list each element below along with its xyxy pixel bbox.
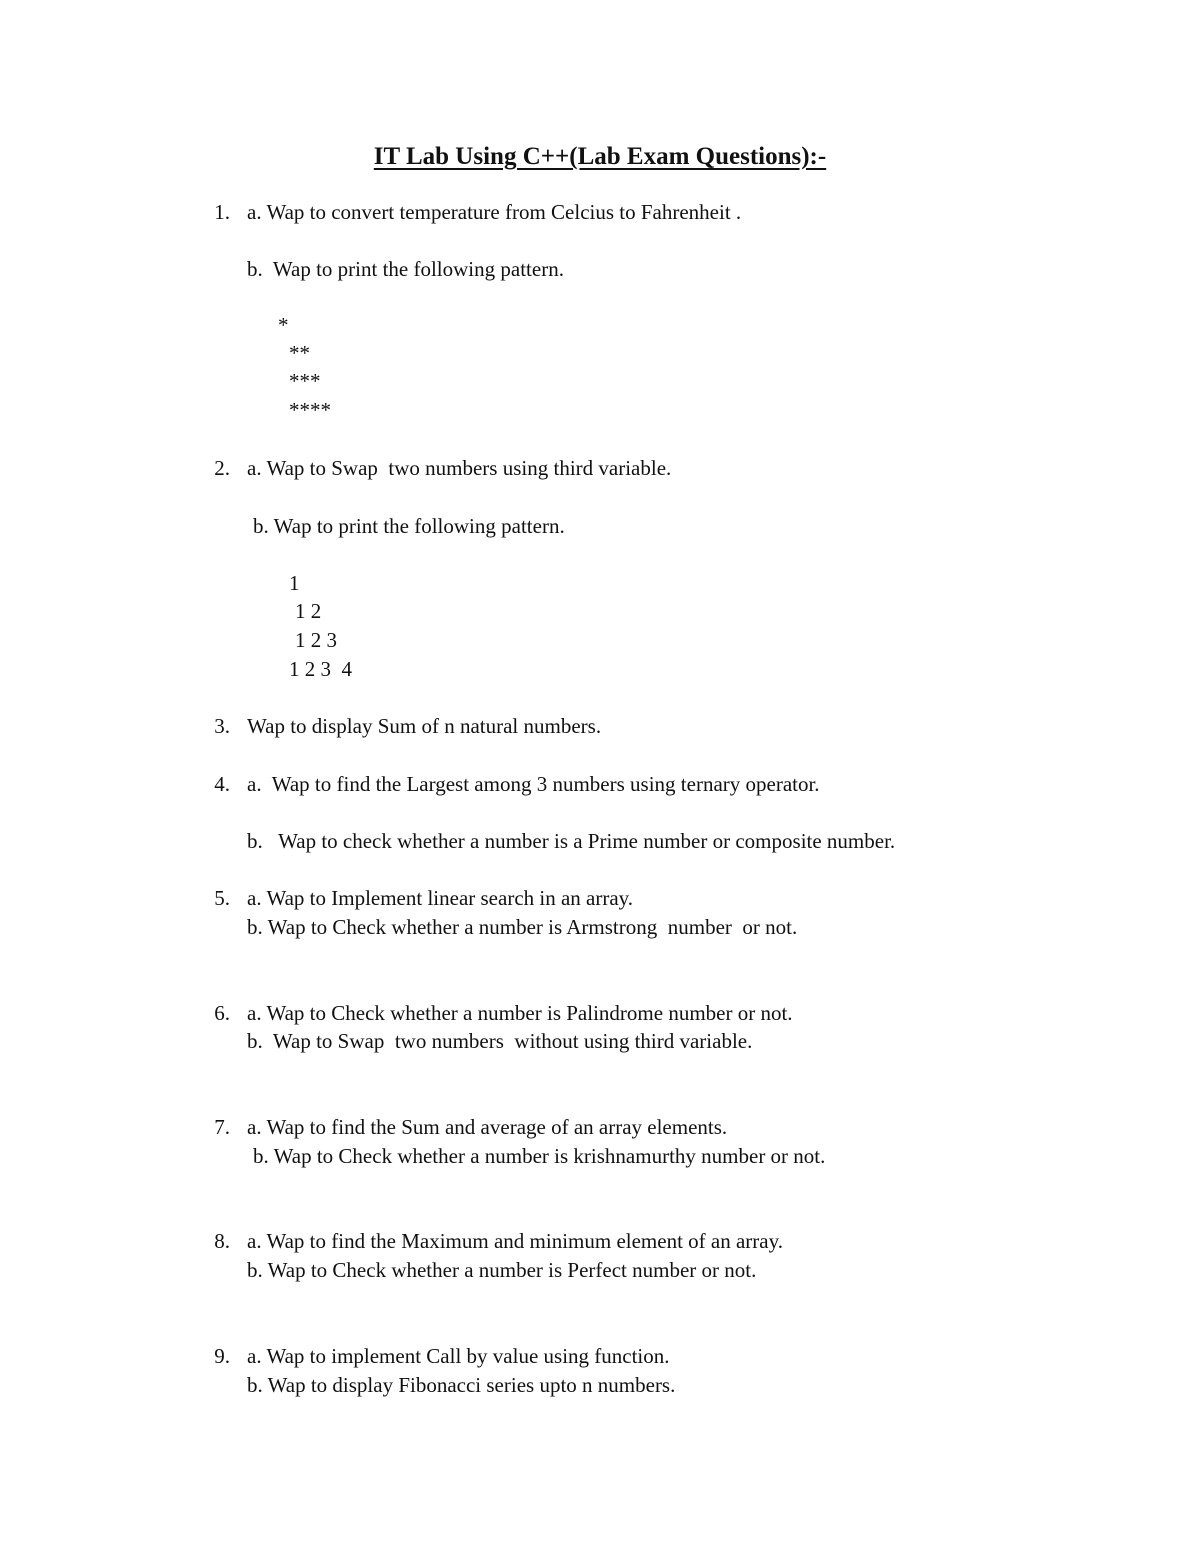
page-title: IT Lab Using C++(Lab Exam Questions):- — [373, 143, 827, 170]
question-1b: b. Wap to print the following pattern. — [247, 257, 564, 281]
pattern-line: 1 2 — [295, 599, 322, 623]
question-9b: b. Wap to display Fibonacci series upto n numbers. — [247, 1373, 676, 1397]
question-8a: a. Wap to find the Maximum and minimum element of an array. — [247, 1229, 784, 1253]
question-number: 6. — [214, 1001, 230, 1025]
question-5b: b. Wap to Check whether a number is Armstrong number or not. — [247, 915, 798, 939]
question-number: 7. — [214, 1115, 230, 1139]
pattern-line: 1 — [289, 571, 300, 595]
question-number: 5. — [214, 886, 230, 910]
question-4a: a. Wap to find the Largest among 3 numbers using ternary operator. — [247, 772, 820, 796]
question-2b: b. Wap to print the following pattern. — [253, 514, 565, 538]
question-5a: a. Wap to Implement linear search in an array. — [247, 886, 634, 910]
question-6b: b. Wap to Swap two numbers without using third variable. — [247, 1029, 753, 1053]
question-3: Wap to display Sum of n natural numbers. — [247, 714, 602, 738]
question-number: 4. — [214, 772, 230, 796]
question-2a: a. Wap to Swap two numbers using third variable. — [247, 456, 672, 480]
question-number: 3. — [214, 714, 230, 738]
question-number: 9. — [214, 1344, 230, 1368]
question-7a: a. Wap to find the Sum and average of an array elements. — [247, 1115, 728, 1139]
question-number: 8. — [214, 1229, 230, 1253]
question-6a: a. Wap to Check whether a number is Palindrome number or not. — [247, 1001, 793, 1025]
question-number: 1. — [214, 200, 230, 224]
pattern-line: *** — [289, 369, 321, 393]
question-4b: b. Wap to check whether a number is a Prime number or composite number. — [247, 829, 896, 853]
pattern-line: ** — [289, 341, 310, 365]
question-1a: a. Wap to convert temperature from Celcius to Fahrenheit . — [247, 200, 742, 224]
pattern-line: **** — [289, 398, 331, 422]
question-8b: b. Wap to Check whether a number is Perfect number or not. — [247, 1258, 757, 1282]
question-7b: b. Wap to Check whether a number is krishnamurthy number or not. — [253, 1144, 826, 1168]
question-9a: a. Wap to implement Call by value using function. — [247, 1344, 670, 1368]
question-number: 2. — [214, 456, 230, 480]
pattern-line: 1 2 3 4 — [289, 657, 352, 681]
pattern-line: * — [278, 313, 289, 337]
pattern-line: 1 2 3 — [295, 628, 337, 652]
